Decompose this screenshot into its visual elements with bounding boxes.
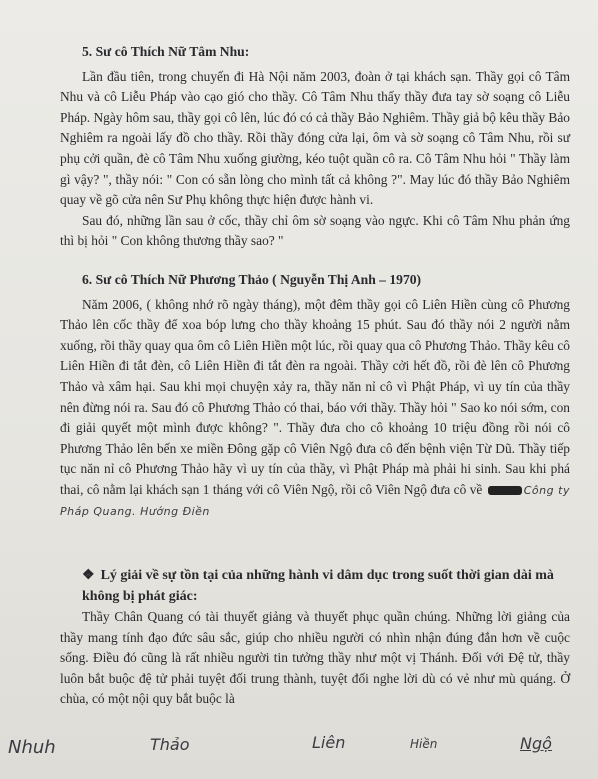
section-6-paragraph bbox=[60, 295, 570, 524]
document-body bbox=[60, 42, 570, 710]
handwritten-name-4: Hiền bbox=[410, 737, 438, 751]
handwritten-name-2: Thảo bbox=[150, 735, 190, 754]
handwritten-name-3: Liên bbox=[312, 733, 346, 752]
handwritten-name-5: Ngộ bbox=[520, 734, 552, 753]
section-explanation bbox=[60, 565, 570, 710]
section-5-heading: 5. Sư cô Thích Nữ Tâm Nhu: bbox=[82, 44, 250, 59]
section-6-heading: 6. Sư cô Thích Nữ Phương Thảo ( Nguyễn Thị Anh – 1970) bbox=[82, 271, 422, 287]
explanation-title-text: Lý giải về sự tồn tại của những hành vi dâm dục trong suốt thời gian dài mà không bị phát giác: bbox=[82, 568, 554, 605]
section-6-paragraph-text: Năm 2006, ( không nhớ rõ ngày tháng), một đêm thầy gọi cô Liên Hiền cùng cô Phương Thảo lên cốc thầy để xoa bóp lưng cho thầy khoảng 15 phút. Sau đó thầy nói 2 người nằm xuống, rồi thầy quay qua ôm cô Liên Hiền một lúc, rồi quay qua cô Phương Thảo. Thầy kêu cô Liên Hiền đi tắt đèn, cô Liên Hiền đi tắt đèn ra ngoài. Thầy cởi hết đồ, rồi đè lên cô Phương Thảo và xâm hại. Sau khi mọi chuyện xảy ra, thầy năn nỉ cô vì Phật Pháp, vì uy tín của thầy nên đừng nói ra. Sau đó cô Phương Thảo có thai, báo với thầy. Thầy hỏi " Sao ko nói sớm, con đi giải quyết một mình được không? ". Thầy đưa cho cô khoảng 10 triệu đồng rồi nói cô Phương Thảo lên bến xe miền Đông gặp cô Viên Ngộ đưa cô đến bệnh viện Từ Dũ. Thầy tiếp tục năn nỉ cô Phương Thảo hãy vì uy tín của thầy, vì Phật Pháp mà phải hi sinh. Sau khi phá thai, cô nằm lại khách sạn 1 tháng với cô Viên Ngộ, rồi cô Viên Ngộ đưa cô về bbox=[60, 296, 570, 497]
footer-handwriting bbox=[0, 735, 598, 779]
handwritten-name-1: Nhuh bbox=[8, 737, 56, 758]
explanation-paragraph: Thầy Chân Quang có tài thuyết giảng và thuyết phục quần chúng. Những lời giảng của thầy mang tính đạo đức sâu sắc, giúp cho nhiều người có nhìn nhận đúng đắn hơn về cuộc sống. Điều đó cũng là rất nhiều người tin tưởng thầy như một vị Thánh. Đối với Đệ tử, thầy luôn bắt buộc đệ tử phải tuyệt đối trung thành, tuyệt đối nghe lời dù có vẻ như mù quáng. Ở chùa, có một nội quy bắt buộc là bbox=[60, 609, 570, 707]
diamond-bullet-icon: ❖ bbox=[82, 568, 95, 584]
handwritten-annotation: Công ty Pháp Quang. Hướng Điền bbox=[60, 483, 570, 519]
explanation-title bbox=[82, 565, 570, 607]
section-5-paragraph-2: Sau đó, những lần sau ở cốc, thầy chỉ ôm sờ soạng vào ngực. Khi cô Tâm Nhu phản ứng thì bị hỏi " Con không thương thầy sao? " bbox=[60, 212, 570, 249]
section-5-paragraph-1: Lần đầu tiên, trong chuyến đi Hà Nội năm 2003, đoàn ở tại khách sạn. Thầy gọi cô Tâm Nhu và cô Liễu Pháp vào cạo gió cho thầy. Cô Tâm Nhu thấy thầy đưa tay sờ soạng cô Liễu Pháp. Ngày hôm sau, thầy gọi cô lên, lúc đó có cả thầy Bảo Nghiêm. Thầy giả bộ kêu thầy Bảo Nghiêm ra ngoài lấy đồ cho thầy. Rồi thầy đóng cửa lại, ôm và sờ soạng cô Tâm Nhu, rồi sư phụ cởi quần, đè cô Tâm Nhu xuống giường, kéo tuột quần cô ra. Cô Tâm Nhu hỏi " Thầy làm gì vậy? ", thầy nói: " Con có sẵn lòng cho mình tất cả không ?". May lúc đó thầy Bảo Nghiêm quay về gõ cửa nên Sư Phụ không thực hiện được hành vi. bbox=[60, 68, 570, 208]
redaction-scribble bbox=[488, 486, 522, 495]
